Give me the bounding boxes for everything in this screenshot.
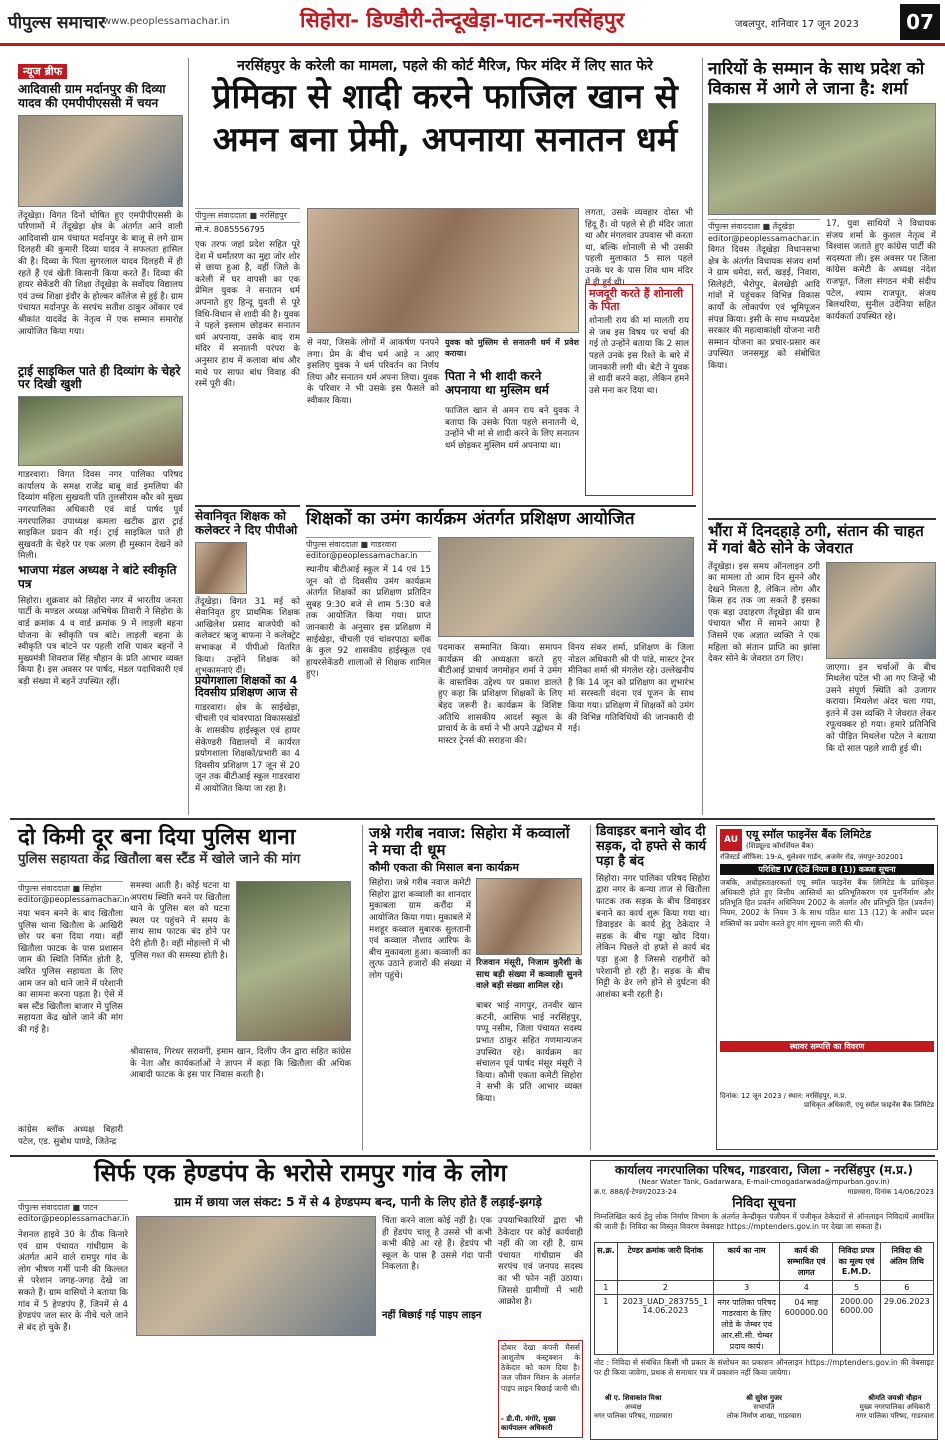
right-top-byline: पीपुल्स संवाददाता ■ तेंदूखेड़ा (708, 219, 820, 234)
section-rule (10, 1155, 935, 1157)
tender-title: निविदा सूचना (732, 1195, 796, 1211)
teachers-col-2: पदमाकर सम्मानित किया। समापन कार्यक्रम की अध्यक्षता करते हुए बीटीआई प्राचार्य जगमोहन शर्मा ने उमंग के वास्तविक उद्देश्य पर प्रकाश डालते हुए कहा कि प्रशिक्षण शिक्षकों के लिए बेहद जरूरी है। कार्यक्रम के विशिष्ट अतिथि शासकीय आदर्श स्कूल के प्राचार्य के के वर्मा ने भी अपने उद्बोधन में मास्टर ट्रेनर्स की सराहना की। (438, 643, 562, 746)
road-story (590, 825, 710, 1150)
page-number: 07 (900, 4, 940, 40)
jashn-body-2: बाबर भाई नागपुर, तनवीर खान कटनी, आसिफ भाई नरसिंहपुर, पप्पू नसीम, जिला पंचायत सदस्य प्रभात ठाकुर सहित गणमान्यजन उपस्थित रहे। कार्यक्रम का संचालन पूर्व पार्षद मंसूर मंसूरी ने किया। कौमी एकता कमेटी सिहोरा ने सभी के प्रति आभार व्यक्त किया। (476, 1001, 582, 1104)
tender-sign-1-role: अध्यक्ष (624, 1402, 642, 1411)
brief-photo-2 (18, 396, 183, 466)
teachers-headline: शिक्षकों का उमंग कार्यक्रम अंतर्गत प्रशिक्षण आयोजित (306, 509, 635, 529)
police-story (18, 825, 353, 1150)
tender-colnum-row (595, 1280, 934, 1294)
bank-sign: प्राधिकृत अधिकारी, एयू स्मॉल फाइनेंस बैंक लिमिटेड (803, 1101, 934, 1109)
tender-ad (590, 1160, 938, 1440)
bank-logo-icon: AU (720, 829, 742, 851)
retired-body: तेंदूखेड़ा। विगत 31 मई को सेवानिवृत हुए प्राथमिक शिक्षक आखिलेश प्रसाद बाजपेयी को कलेक्टर ऋजु बाफना ने कलेक्ट्रेट सभाकक्ष में पीपीओ वितरित किया। उन्होंने शिक्षक को शुभकामनाएं दीं। (195, 596, 300, 677)
jashn-body: सिहोरा। जश्ने गरीब नवाज कमेटी सिहोरा द्वारा कव्वाली का शानदार मुकाबला ग्राम करौंदा में आयोजित किया गया। मुकाबले में मशहूर कव्वाल मुबारक सुलतानी एवं कव्वाल नौशाद आरिफ के बीच मुकाबला हुआ। कव्वाली का लुत्फ उठाने हजारों की संख्या में लोग पहुंचे। (369, 878, 471, 981)
handpump-headline: सिर्फ एक हेण्डपंप के भरोसे रामपुर गांव के लोग (94, 1159, 507, 1187)
table-cell: 2023_UAD_283755_1 14.06.2023 (617, 1294, 713, 1354)
retired-photo (195, 542, 247, 594)
lab-training-body: गाडरवारा। क्षेत्र के साईखेड़ा, चीचली एवं चांवरपाठा विकासखंडों के शासकीय हाईस्कूल एवं हायर सेकेण्डरी विद्यालयों में कार्यरत प्रयोगशाला शिक्षकों/प्रभारी का 4 दिवसीय प्रशिक्षण 17 जून से 20 जून तक बीटीआई स्कूल गाडरवारा में आयोजित किया जा रहा है। (195, 702, 300, 795)
table-header: टेण्डर क्रमांक जारी दिनांक (617, 1242, 713, 1280)
page-title: सिहोरा- डिण्डौरी-तेन्दूखेड़ा-पाटन-नरसिंहपुर (300, 8, 625, 32)
brief-photo-1 (18, 115, 183, 207)
table-cell: 2000.00 6000.00 (833, 1294, 880, 1354)
tender-office-en: (Near Water Tank, Gadarwara, E-mail-cmogadarwada@mpurban.gov.in) (638, 1177, 890, 1186)
police-body-3: कांग्रेस ब्लॉक अध्यक्ष बिहारी पटेल, एड. सुबोध पाण्डे, जितेन्द्र (18, 1125, 123, 1147)
right-top-headline: नारियों के सम्मान के साथ प्रदेश को विकास में आगे ले जाना है: शर्मा (708, 59, 925, 99)
tender-header-row (595, 1242, 934, 1280)
fraud-body: तेंदूखेड़ा। इस समय ऑनलाइन ठगी का मामला तो आम दिन सुनने और देखने मिलता है, लेकिन लोग और किस हद तक जा सकते हैं इसका एक बड़ा उदाहरण तेंदूखेड़ा की ग्राम पंचायत भौंरा में सामने आया है जिसमें एक अज्ञात व्यक्ति ने एक महिला को संतान प्राप्ति का झांसा देकर सोने के जेवरात ठग लिए। (708, 561, 820, 665)
tender-sign-1: श्री ए. शिवाकांत मिश्रा (604, 1393, 662, 1402)
jashn-story (362, 825, 582, 1150)
tender-ref-date: गाडरवारा, दिनांक 14/06/2023 (847, 1187, 934, 1196)
jashn-subhead: कौमी एकता की मिसाल बना कार्यक्रम (369, 860, 519, 874)
table-cell: 29.06.2023 (880, 1294, 933, 1354)
tender-sign-1-office: नगर पालिका परिषद, गाडरवारा (594, 1411, 673, 1420)
tender-sign-2-office: लोक निर्माण शाखा, गाडरवारा (726, 1411, 802, 1420)
tender-sign-2-role: सभापति (753, 1402, 775, 1411)
lead-story (195, 58, 695, 498)
site-url[interactable]: www.peoplessamachar.in (103, 16, 230, 27)
fraud-photo (826, 562, 936, 659)
jashn-photo (476, 878, 582, 955)
retired-headline: सेवानिवृत शिक्षक को कलेक्टर ने दिए पीपीओ (195, 509, 298, 537)
police-caption: श्रीवास्तव, गिरधर सरावगी, इमाम खान, दिलीप जैन द्वारा सहित कांग्रेस के नेता और कार्यकर्ताओं ने ज्ञापन में कहा कि खितौला की अधिक आबादी फाटक के इस पार निवास करती है। (130, 1047, 351, 1081)
lead-subhead: पिता ने भी शादी करने अपनाया था मुस्लिम धर्म (445, 369, 549, 397)
column-rule (188, 58, 189, 815)
road-headline: डिवाइडर बनाने खोद दी सड़क, दो हफ्ते से कार्य पड़ा है बंद (596, 824, 707, 869)
table-header: निविदा की अंतिम तिथि (880, 1242, 933, 1280)
police-subhead: पुलिस सहायता केंद्र खितौला बस स्टैंड में खोले जाने की मांग (18, 852, 301, 868)
bank-ad (716, 825, 938, 1150)
tender-table (594, 1242, 934, 1355)
police-body-2: समस्या आती है। कोई घटना या अपराध स्थिति बनने पर खितौला थाने के पुलिस बल को घटना स्थल पर पहुंचने में समय के साथ साथ फाटक बंद होने पर देरी होती है। वहीं मोहल्लों में भी पुलिस गश्त की समस्या होती है। (130, 881, 230, 961)
lead-mobile: मो.नं. 8085556795 (195, 225, 265, 234)
logo: पीपुल्स समाचार (8, 13, 106, 33)
brief-body-2: गाडरवारा। विगत दिवस नगर पालिका परिषद कार्यालय के समक्ष राजेंद्र बाबू वार्ड इमलिया की दिव्यांग महिला सुखवती पति तुलसीराम कौर को मुख्य नगरपालिका अधिकारी एवं वार्ड पार्षद पूर्व नगरपालिका उपाध्यक्ष कमला खटीक द्वारा ट्राई साइकिल प्रदान की गई। ट्राई साइकिल पाते ही सुखवती के चेहरे पर एक अलग ही मुस्कान देखने को मिली। (18, 470, 183, 562)
section-rule (10, 818, 935, 820)
handpump-email[interactable]: editor@peoplessamachar.in (18, 1214, 130, 1223)
bank-notice: परिशिष्ट IV (देखें नियम 8 (1)) कब्जा सूचना (720, 864, 934, 875)
fraud-story (708, 518, 936, 815)
table-cell: नगर पालिका परिषद गाडरवारा के लिए लोडे के जेम्बर एवं आर.सी.सी. चेम्बर प्रदाय कार्य। (714, 1294, 780, 1354)
table-cell: 2 (617, 1280, 713, 1294)
teachers-col-3: विनय संकर शर्मा, प्रशिक्षण के जिला नोडल अधिकारी श्री पी पांडे, मास्टर ट्रेनर मीनिका शर्मा श्री मंगलेश रहे। उल्लेखनीय है कि 14 जून को प्रशिक्षण का शुभारंभ मां सरस्वती वंदना एवं पूजन के साथ किया गया। प्रशिक्षण में शिक्षकों को उमंग की विभिन्न गतिविधियों की जानकारी दी गई। (568, 643, 694, 735)
bank-name: एयू स्मॉल फाइनेंस बैंक लिमिटेड (746, 828, 872, 842)
bank-section: स्थावर सम्पत्ति का विवरण (720, 1041, 934, 1052)
news-brief-tag: न्यूज ब्रीफ (18, 64, 67, 79)
brief-body-3: सिहोरा। शुक्रवार को सिहोरा नगर में भारतीय जनता पार्टी के मण्डल अध्यक्ष अभिषेक तिवारी ने सिहोरा के वार्ड क्रमांक 4 व वार्ड क्रमांक 9 में लाड़ली बहना योजना के स्वीकृति पत्र बांटे। लाड़ली बहना के स्वीकृति पत्र बांटने पर पहली राशि पाकर बहनों ने मुख्यमंत्री शिवराज सिंह चौहान के प्रति आभार व्यक्त किया है। इस अवसर पर पार्षद, मंडल पदाधिकारी एवं बड़ी संख्या में बहनें उपस्थित रहीं। (18, 595, 183, 687)
jashn-headline: जश्ने गरीब नवाज: सिहोरा में कव्वालों ने मचा दी धूम (369, 824, 570, 860)
handpump-col-2: चिंता करने वाला कोई नहीं है। एक ही हेंडपंप चालू है उससे भी कभी कभी कीड़े आ रहे हैं। हेंडपंप भी स्कूल के पास है उससे गंदा पानी निकलता है। (382, 1216, 492, 1273)
lead-byline: पीपुल्स संवाददाता ■ नरसिंहपुर (195, 208, 300, 223)
handpump-story (18, 1160, 583, 1440)
column-rule (702, 58, 703, 815)
table-cell: 5 (833, 1280, 880, 1294)
tender-sign-3-role: मुख्य नगरपालिका अधिकारी (859, 1402, 931, 1411)
lead-col-1: एक तरफ जहां प्रदेश सहित पूरे देश में धर्मांतरण का मुद्दा जोर शोर से छाया हुआ है, वहीं जिले के करेली में घर वापसी का एक प्रेमिल युवक ने सनातन धर्म अपनाते हुए हिन्दू युवती से पूरे विधि-विधान से शादी की है। युवक ने पहले इस्लाम छोड़कर सनातन धर्म अपनाया, उसके बाद राम मंदिर में सनातनी परंपरा के अनुसार हाथ में कलावा बांध और माथे पर साफा बांध विवाह की रस्में पूरी की। (195, 240, 300, 390)
lead-photo-caption: युवक को मुस्लिम से सनातनी धर्म में प्रवेश कराया। (445, 338, 579, 358)
lead-box-body: शोनाली राय की मां मालती राय से जब इस विषय पर चर्चा की गई तो उन्होंने बताया कि 2 साल पहले उनके इस रिश्ते के बारे में जानकारी लगी थी। बेटी ने युवक से शादी करने कहा, लेकिन हमने उसे मना कर दिया था। (589, 316, 689, 396)
bank-sub: (शिड्यूल्ड कॉमर्शियल बैंक) (746, 841, 814, 850)
brief-headline-2: ट्राई साइकिल पाते ही दिव्यांग के चेहरे पर दिखी खुशी (18, 363, 181, 392)
tender-sign-3: श्रीमति जयश्री चौहान (868, 1393, 922, 1402)
handpump-col-3: उपयाभिकारियों द्वारा भी ठेकेदार पर कोई कार्यवाही नहीं की जा रही है, ग्राम पंचायत गांधीग्राम की सरपंच एवं जनपद सदस्य का भी फोन नहीं उठाया। जिससे ग्रामीणों में भारी आक्रोश है। (498, 1216, 583, 1308)
tender-sign-3-office: नगर पालिका परिषद, गाडरवारा (855, 1411, 934, 1420)
bank-address: रजिस्टर्ड ऑफिस: 19-A, धुलेश्वर गार्डन, अजमेर रोड, जयपुर-302001 (720, 853, 904, 861)
lead-subhead-body: फाजिल खान से अमन राय बने युवक ने बताया कि उसके पिता पहले सनातनी थे, उन्होंने भी मां से शादी करने के लिए सनातन धर्म छोड़कर मुस्लिम धर्म अपनाया था। (445, 406, 579, 451)
tender-footnote: नोट : निविदा से संबंधित किसी भी प्रकार के संशोधन का प्रकाशन ऑनलाइन https://mptenders.gov.in की वेबसाइट पर ही किया जावेगा, प्रथक से समाचार पत्र में प्रकाशन नहीं किया जायेगा। (594, 1357, 934, 1377)
police-byline: पीपुल्स संवाददाता ■ सिहोरा (18, 881, 123, 896)
handpump-box-sign: - डी.पी. मंगोरे, मुख्य कार्यपालन अधिकारी (501, 1415, 556, 1432)
tender-ref: क्र.ए. 888/ई-टेण्डर/2023-24 (594, 1187, 677, 1196)
right-top-photo (708, 103, 936, 215)
police-email[interactable]: editor@peoplessamachar.in (18, 895, 130, 904)
table-cell: 3 (714, 1280, 780, 1294)
police-headline: दो किमी दूर बना दिया पुलिस थाना (18, 825, 296, 850)
handpump-byline: पीपुल्स संवाददाता ■ पाटन (18, 1200, 128, 1215)
lab-training-headline: प्रयोगशाला शिक्षकों का 4 दिवसीय प्रशिक्षण आज से (195, 673, 298, 700)
lead-photo (307, 208, 579, 333)
brief-headline-3: भाजपा मंडल अध्यक्ष ने बांटे स्वीकृति पत्र (18, 563, 177, 591)
lead-headline-1: प्रेमिका से शादी करने फाजिल खान से (212, 77, 678, 118)
tender-sign-2: श्री सुरेश गुजर (745, 1393, 782, 1402)
lead-kicker: नरसिंहपुर के करेली का मामला, पहले की कोर्ट मैरिज, फिर मंदिर में लिए सात फेरे (237, 58, 653, 74)
handpump-subhead-2: नहीं बिछाई गई पाइप लाइन (382, 1310, 482, 1321)
tender-intro: निम्नलिखित कार्य हेतु लोक निर्माण विभाग के अंतर्गत केन्द्रीकृत पंजीयन में पंजीकृत ठेकेदारों से ऑनलाइन निविदायें आमंत्रित की जाती हैं। निविदा का विस्तृत विवरण वेबसाइट https://mptenders.gov.in पर देखा जा सकता है। (594, 1211, 934, 1231)
edition-date: जबलपुर, शनिवार 17 जून 2023 (735, 19, 859, 30)
bank-footer: दिनांक: 12 जून 2023 / स्थान: नरसिंहपुर, म.प्र. (720, 1092, 847, 1100)
lead-col-3: लगता, उसके व्यवहार दोस्त भी हिंदू हैं। वो पहले से ही मंदिर जाता था और मंगलवार उपवास भी करता था, बल्कि शोनाली से भी उसकी पहली मुलाकात 5 साल पहले उनके घर के पास शिव धाम मंदिर में ही हुई थी। (585, 208, 693, 288)
retired-teacher-story (195, 505, 300, 815)
lead-headline-2: अमन बना प्रेमी, अपनाया सनातन धर्म (212, 120, 678, 161)
road-body: सिहोरा। नगर पालिका परिषद सिहोरा द्वारा नगर के कन्या ताज से खितौला फाटक तक सड़क के बीच डिवाइडर बनाने का कार्य शुरू किया गया था। डिवाइडर के कार्य हेतु ठेकेदार ने सड़क के बीच गड्ढा खोद दिया। लेकिन पिछले दो हफ्ते से कार्य बंद पड़ा हुआ है जिससे राहगीरों को परेशानी हो रही है। सड़क के बीच मिट्टी के ढेर लगे होने से दुर्घटना की आशंका बनी रहती है। (596, 873, 710, 1000)
table-header: निविदा प्रपत्र का मूल्य एवं E.M.D. (833, 1242, 880, 1280)
lead-col-2: से नया, जिसके लोगों में आकर्षण पनपने लगा। प्रेम के बीच धर्म आड़े न आए इसलिए युवक ने धर्म परिवर्तन का निर्णय लिया और सनातन धर्म अपना लिया। युवक के परिवार ने भी उसके इस फैसले को स्वीकार किया। (307, 338, 439, 406)
right-top-body-2: 17, युवा साथियों ने विधायक संजय शर्मा के कुशल नेतृत्व में विश्वास जताते हुए कांग्रेस पार्टी की सदस्यता ली। इस अवसर पर जिला कांग्रेस कमेटी के अध्यक्ष नंदेश राजपूत, जिला संगठन मंत्री संदीप पटेल, श्याम राजपूत, संजय बिलथरिया, सुनील उदेनिया सहित कार्यकर्ता उपस्थित रहे। (826, 219, 936, 322)
table-header: कार्य की सम्भावित एवं लागत (780, 1242, 833, 1280)
bank-body: जबकि, अधोहस्ताक्षरकर्ता एयू स्मॉल फाइनेंस बैंक लिमिटेड के प्राधिकृत अधिकारी होते हुए वित्तीय आस्तियों का प्रतिभूतिकरण एवं पुनर्निर्माण और प्रतिभूति हित प्रवर्तन अधिनियम 2002 के अंतर्गत और प्रतिभूति हित (प्रवर्तन) नियम, 2002 के नियम 3 के साथ पठित धारा 13 (12) के अधीन प्रदत्त शक्तियों का प्रयोग करते हुए मांग सूचना जारी की थी। (720, 878, 934, 928)
teachers-col-1: स्थानीय बीटीआई स्कूल में 14 एवं 15 जून को दो दिवसीय उमंग कार्यक्रम अंतर्गत शिक्षकों का प्रशिक्षण प्रतिदिन सुबह 9:30 बजे से शाम 5:30 बजे तक आयोजित किया गया। प्राप्त जानकारी के अनुसार इस प्रशिक्षण में साईखेड़ा, चीचली एवं चांवरपाठा ब्लॉक के कुल 92 शासकीय हाईस्कूल एवं हायरसेकेंडरी शालाओं से शिक्षक शामिल हुए। (306, 565, 431, 680)
brief-headline-1: आदिवासी ग्राम मर्दानपुर की दिव्या यादव की एमपीपीएससी में चयन (18, 82, 166, 110)
right-top-body: विगत दिवस तेंदूखेड़ा विधानसभा क्षेत्र के अंतर्गत विधायक संजय शर्मा ने ग्राम धमेदा, सर्रा, खड़ई, निवारा, सिलेहंटी, भैरोपुर, बेलखेड़ी आदि गांवों में पहुंचकर विभिन्न विकास कार्यों के लोकार्पण एवं भूमिपूजन संपन्न किया। इसी के साथ मध्यप्रदेश सरकार की महत्वाकांक्षी योजना नारी सम्मान योजना का प्रचार-प्रसार कर उपस्थित जनसमूह को संबोधित किया। (708, 245, 820, 372)
table-cell: 6 (880, 1280, 933, 1294)
jashn-caption: रिजवान मंसूरी, निजाम कुरैशी के साथ बड़ी संख्या में कव्वाली सुनने वाले बड़ी संख्या शामिल रहे। (476, 958, 582, 992)
masthead (0, 0, 945, 46)
police-body: नया भवन बनने के बाद खितौला पुलिस थाना खितौला के आखिरी छोर पर बना दिया गया। वहीं खितौला फाटक के पास प्रशासन जाम की स्थिति निर्मित होती है, त्वरित पुलिस सहायता के लिए आम जन को थाने जाने में परेशानी का सामना करना पड़ता है। ऐसे में बस स्टैंड खितौला बाजार में पुलिस सहायता केंद्र खोले जाने की मांग की गई है। (18, 909, 123, 1035)
right-top-email[interactable]: editor@peoplessamachar.in (708, 234, 820, 244)
table-header: कार्य का नाम (714, 1242, 780, 1280)
table-cell: 1 (595, 1294, 618, 1354)
teachers-story (306, 505, 696, 815)
handpump-col-1: नेशनल हाइवे 30 के ठीक किनारे एवं ग्राम पंचायत गांधीग्राम के अंतर्गत आने वाले रामपुर गांव के लोग भीषण गर्मी पानी की किल्लत से परेशान जगह-जगह देखे जा सकते हैं। ग्राम वासियों ने बताया कि गांव में 5 हेण्डपंप हैं, जिनमें से 4 हेण्डपंप जल स्तर के नीचे चले जाने से बंद हो चुके हैं। (18, 1230, 128, 1333)
handpump-box-body: दोबार देखा कंपनी मैसर्स आशुतोष कंस्ट्रक्शन के ठेकेदार को काम दिया है। जल जीवन मिशन के अंतर्गत पाइप लाइन बिछाई जानी थी। (501, 1343, 580, 1393)
lead-box-title: मजदूरी करते हैं शोनाली के पिता (589, 287, 684, 313)
table-header: स.क्र. (595, 1242, 618, 1280)
brief-body-1: तेंदूखेड़ा। विगत दिनों घोषित हुए एमपीपीएससी के परिणामों में तेंदूखेड़ा क्षेत्र के अंतर्गत आने वाली आदिवासी ग्राम पंचायत मर्दानपुर के बाजू से लगे ग्राम दिलहरी की कुमारी दिव्या यादव ने सफलता हासिल की है। दिव्या के पिता सुगरलाल यादव दिलहरी में ही रहते हैं एवं खेती किसानी किया करते हैं। दिव्या की हायर सेकेंडरी की शिक्षा तेंदूखेड़ा के सर्वोदय विद्यालय एवं उच्च शिक्षा इंदौर के होल्कर कॉलेज से हुई है। ग्राम पंचायत मर्दानपुर के सरपंच सतीश ठाकुर ओंकार एवं श्रीकांत यादवेंद्र के नेतृत्व में एक सम्मान समारोह आयोजित किया गया। (18, 210, 183, 337)
teachers-email[interactable]: editor@peoplessamachar.in (306, 551, 418, 560)
lead-box (585, 284, 693, 496)
fraud-body-2: जाएगा। इन चर्चाओं के बीच मिथलेश पटेल भी आ गए जिन्हें भी उसने संपूर्ण स्थिति को उजागर कराया। मिथलेश अंदर चला गया, इतने में उस व्यक्ति ने जेवरात लेकर रफूचक्कर हो गया। हमारे प्रतिनिधि को पीड़ित मिथलेश पटेल ने बताया कि दो साल पहले शादी हुई थी। (826, 662, 936, 754)
news-brief-column (18, 60, 183, 815)
table-cell: 4 (780, 1280, 833, 1294)
table-cell: 1 (595, 1280, 618, 1294)
right-top-story (708, 60, 936, 515)
tender-office: कार्यालय नगरपालिका परिषद, गाडरवारा, जिला - नरसिंहपुर (म.प्र.) (614, 1163, 913, 1177)
fraud-headline: भौंरा में दिनदहाड़े ठगी, संतान की चाहत में गवां बैठे सोने के जेवरात (708, 522, 924, 558)
handpump-box (498, 1340, 583, 1438)
table-cell: 04 माह 600000.00 (780, 1294, 833, 1354)
teachers-photo (438, 537, 694, 637)
handpump-photo (136, 1216, 376, 1336)
teachers-byline: पीपुल्स संवाददाता ■ गाडरवारा (306, 537, 431, 552)
police-photo (236, 881, 351, 1041)
handpump-subhead: ग्राम में छाया जल संकट: 5 में से 4 हेण्डपम्प बन्द, पानी के लिए होते हैं लड़ाई-झगड़े (174, 1195, 542, 1209)
table-row (595, 1294, 934, 1354)
